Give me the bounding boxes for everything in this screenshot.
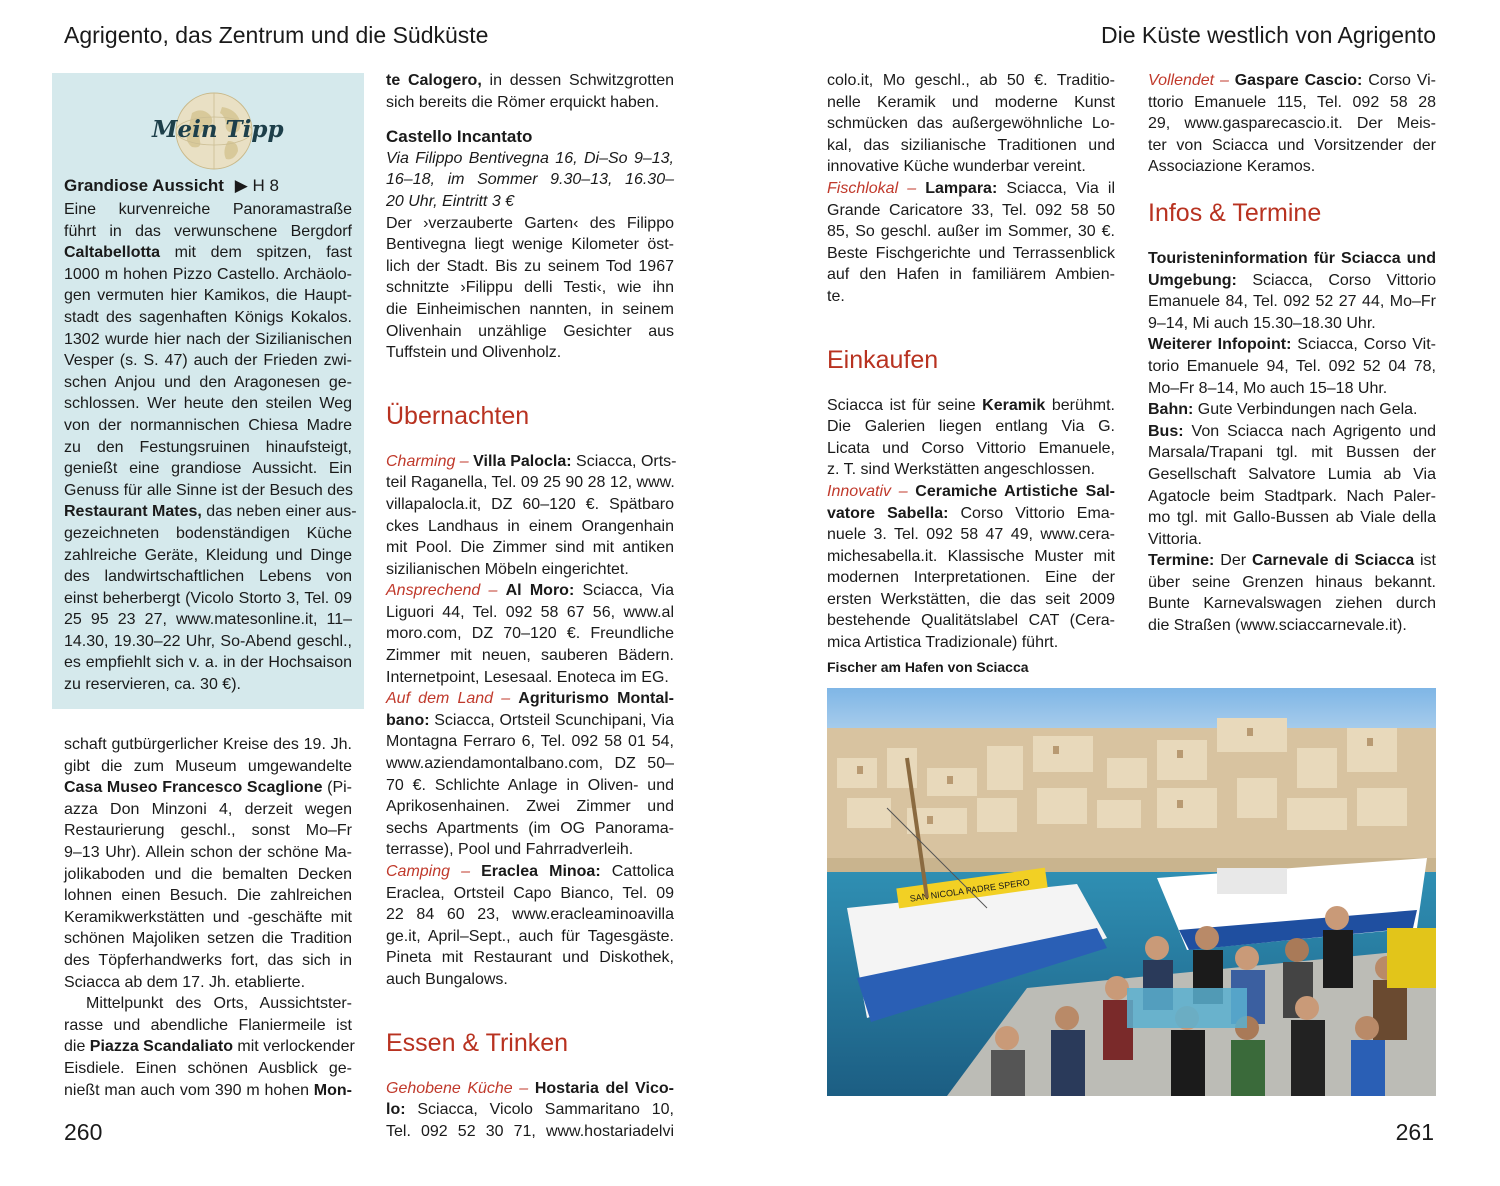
body-text-line: Mittelpunkt des Orts, Aussichtster- bbox=[86, 995, 352, 1013]
info-line: die Straßen (www.sciaccarnevale.it). bbox=[1148, 617, 1407, 635]
info-line bbox=[1148, 334, 1436, 356]
listing-line: terrasse), Pool und Fahrradverleih. bbox=[386, 841, 634, 859]
tip-text-line: einst beherbergt (Vicolo Storto 3, Tel. 09 bbox=[64, 589, 352, 607]
tip-text-line: schlossen. Wer heute den steilen Weg bbox=[64, 395, 352, 413]
sight-info-line: 16–18, im Sommer 9.30–13, 16.30– bbox=[386, 171, 674, 189]
body-text-line: schönen Majoliken setzen die Tradition bbox=[64, 930, 352, 948]
listing-line bbox=[386, 861, 674, 883]
body-text-line: Restaurierung geschl., sonst Mo–Fr bbox=[64, 822, 352, 840]
tip-text-line: zahlreiche Geräte, Kleidung und Dinge bbox=[64, 546, 352, 564]
column-3 bbox=[827, 70, 1115, 654]
tip-text-line: zu den Festungsruinen hinaufsteigt, bbox=[64, 438, 352, 456]
bold-term: Keramik bbox=[982, 396, 1046, 414]
text-segment: Sciacca ist für seine bbox=[827, 396, 983, 414]
body-text-line: lohnen einen Besuch. Die zahlreichen bbox=[64, 887, 352, 905]
body-text-line bbox=[386, 70, 674, 92]
listing-line: villapalocla.it, DZ 60–120 €. Spätbaro bbox=[386, 495, 674, 513]
tip-text-line: stadt des sagenhaften Königs Kokalos. bbox=[64, 308, 352, 326]
text-segment: mit dem spitzen, fast bbox=[160, 244, 352, 262]
tip-box bbox=[52, 73, 364, 709]
section-heading-infos-termine: Infos & Termine bbox=[1148, 198, 1322, 227]
bold-term: Mon- bbox=[313, 1081, 352, 1099]
listing-line bbox=[386, 451, 677, 473]
listing-line: Tel. 092 52 30 71, www.hostariadelvi bbox=[386, 1122, 674, 1140]
text-segment: ist bbox=[1414, 552, 1436, 570]
info-line: Marsala/Trapani tgl. mit Bussen der bbox=[1148, 444, 1436, 462]
tip-text-line: führt in das verwunschene Bergdorf bbox=[64, 222, 352, 240]
tip-text-line: 25 95 23 27, www.matesonline.it, 11– bbox=[64, 611, 352, 629]
bold-term: Casa Museo Francesco Scaglione bbox=[64, 779, 323, 797]
body-text-line: lich der Stadt. Bis zu seinem Tod 1967 bbox=[386, 257, 674, 275]
listing-line: Die Galerien liegen entlang Via G. bbox=[827, 418, 1115, 436]
bold-term: Piazza Scandaliato bbox=[89, 1038, 233, 1056]
category-label: Gehobene Küche – bbox=[386, 1079, 535, 1097]
info-line: Gesellschaft Salvatore Lumia ab Via bbox=[1148, 465, 1436, 483]
listing-line: 85, So geschl. außer im Sommer, 30 €. bbox=[827, 223, 1115, 241]
spacer bbox=[386, 991, 674, 1021]
listing-line: Grande Caricatore 33, Tel. 092 58 50 bbox=[827, 201, 1115, 219]
listing-line: Licata und Corso Vittorio Emanuele, bbox=[827, 439, 1115, 457]
bold-term: Carnevale di Sciacca bbox=[1251, 552, 1415, 570]
listing-line: Pineta mit Restaurant und Diskothek, bbox=[386, 949, 674, 967]
category-label: Innovativ – bbox=[827, 482, 916, 500]
tip-text-line: Eine kurvenreiche Panoramastraße bbox=[64, 201, 352, 218]
spacer bbox=[1148, 235, 1436, 248]
text-segment: Gute Verbindungen nach Gela. bbox=[1193, 401, 1418, 419]
bold-term: te Calogero, bbox=[386, 72, 482, 89]
mein-tipp-label: Mein Tipp bbox=[152, 116, 284, 143]
body-text-line: Keramikwerkstätten und -geschäfte mit bbox=[64, 908, 352, 926]
tip-text-line: Genuss für alle Sinne ist der Besuch des bbox=[64, 481, 354, 499]
tip-text-line: zu reservieren, ca. 30 €). bbox=[64, 676, 241, 694]
bold-term: Weiterer Infopoint: bbox=[1148, 336, 1292, 354]
body-text-line: Sciacca ab dem 17. Jh. etablierte. bbox=[64, 973, 306, 991]
listing-line: nuele 3. Tel. 092 58 47 49, www.cera- bbox=[827, 526, 1115, 544]
venue-name: Gaspare Cascio: bbox=[1234, 72, 1363, 89]
bold-term: Termine: bbox=[1148, 552, 1215, 570]
body-text-line: Der ›verzauberte Garten‹ des Filippo bbox=[386, 214, 674, 232]
listing-line: Montagna Ferraro 6, Tel. 092 58 01 54, bbox=[386, 733, 674, 751]
listing-line: 29, www.gasparecascio.it. Der Meis- bbox=[1148, 115, 1436, 133]
sight-info-line: 20 Uhr, Eintritt 3 € bbox=[386, 192, 515, 210]
listing-line: auf den Hafen in familiärem Ambien- bbox=[827, 266, 1115, 284]
text-segment: Cattolica bbox=[600, 863, 674, 880]
tip-text-line bbox=[64, 501, 357, 523]
category-label: Ansprechend – bbox=[386, 582, 506, 600]
bold-term: vatore Sabella: bbox=[827, 504, 949, 522]
tip-text-line: Vesper (s. S. 47) auch der Frieden zwi- bbox=[64, 352, 352, 370]
bold-term: bano: bbox=[386, 711, 430, 729]
spacer bbox=[1148, 178, 1436, 191]
section-heading-essen-trinken: Essen & Trinken bbox=[386, 1028, 569, 1057]
listing-line: 22 84 60 23, www.eracleaminoavilla bbox=[386, 906, 674, 924]
running-head-left: Agrigento, das Zentrum und die Südküste bbox=[64, 22, 489, 48]
page-number-right: 261 bbox=[1395, 1119, 1434, 1145]
info-line bbox=[1148, 248, 1436, 270]
page-number-left: 260 bbox=[64, 1119, 103, 1145]
listing-line bbox=[827, 503, 1115, 525]
venue-name: Hostaria del Vico- bbox=[534, 1079, 675, 1097]
category-label: Fischlokal – bbox=[827, 179, 926, 197]
listing-line: ckes Landhaus in einem Orangenhain bbox=[386, 517, 674, 535]
tip-text-line: des landwirtschaftlichen Lebens von bbox=[64, 568, 352, 586]
listing-line: bestehende Qualitätslabel CAT (Cera- bbox=[827, 612, 1115, 630]
category-label: Camping – bbox=[386, 863, 482, 880]
listing-line: mica Artistica Tradizionale) führt. bbox=[827, 634, 1059, 652]
venue-name: Agriturismo Montal- bbox=[518, 690, 674, 708]
listing-line: ersten Werkstätten, die das seit 2009 bbox=[827, 590, 1115, 608]
info-line: 9–14, Mi auch 15.30–18.30 Uhr. bbox=[1148, 314, 1376, 332]
text-segment: Sciacca, Corso Vit- bbox=[1291, 336, 1436, 354]
tip-text-line: 1000 m hohen Pizzo Castello. Archäolo- bbox=[64, 265, 352, 283]
tip-text-line: gezeichneten bodenständigen Küche bbox=[64, 524, 352, 542]
body-text-line: schaft gutbürgerlicher Kreise des 19. Jh. bbox=[64, 736, 352, 753]
tip-text-line: es empfiehlt sich v. a. in der Hochsaison bbox=[64, 654, 352, 672]
listing-line bbox=[827, 481, 1115, 503]
listing-line: www.aziendamontalbano.com, DZ 50– bbox=[386, 755, 674, 773]
listing-line: 70 €. Schlichte Anlage in Oliven- und bbox=[386, 776, 674, 794]
venue-name: Villa Palocla: bbox=[473, 452, 572, 470]
info-line bbox=[1148, 399, 1436, 421]
text-segment: Der bbox=[1214, 552, 1252, 570]
body-text-line: jolikaboden und die bemalten Decken bbox=[64, 865, 352, 883]
info-line: Emanuele 84, Tel. 092 52 27 44, Mo–Fr bbox=[1148, 293, 1436, 311]
map-reference: ▶ H 8 bbox=[234, 176, 279, 195]
sight-info-line: Via Filippo Bentivegna 16, Di–So 9–13, bbox=[386, 149, 674, 167]
info-line: Mo–Fr 8–14, Mo auch 15–18 Uhr. bbox=[1148, 379, 1388, 397]
tip-text-line: 14.30, 19.30–22 Uhr, So-Abend geschl., bbox=[64, 632, 352, 650]
bold-term: Umgebung: bbox=[1148, 271, 1237, 289]
tip-text-line: von der normannischen Chiesa Madre bbox=[64, 416, 352, 434]
running-head-right: Die Küste westlich von Agrigento bbox=[1101, 22, 1436, 48]
venue-name: Lampara: bbox=[925, 179, 998, 197]
tip-title: Grandiose Aussicht bbox=[64, 176, 224, 195]
tip-text-line: schen Anjou und den Aragonesen ge- bbox=[64, 373, 352, 391]
category-label: Auf dem Land – bbox=[386, 690, 519, 708]
listing-line: te. bbox=[827, 287, 845, 305]
body-text-line bbox=[64, 1080, 352, 1102]
listing-line: ter von Sciacca und Vorsitzender der bbox=[1148, 136, 1436, 154]
body-text-line bbox=[64, 777, 352, 799]
spacer bbox=[827, 308, 1115, 338]
listing-line: sechs Apartments (im OG Panorama- bbox=[386, 819, 674, 837]
text-segment: nießt man auch vom 390 m hohen bbox=[64, 1081, 314, 1099]
category-label: Vollendet – bbox=[1148, 72, 1235, 89]
photo-caption: Fischer am Hafen von Sciacca bbox=[827, 659, 1029, 675]
body-text-line: Tuffstein und Olivenholz. bbox=[386, 344, 562, 362]
text-segment: (Pi- bbox=[322, 779, 353, 797]
text-segment: Corso Vi- bbox=[1362, 72, 1436, 89]
bold-term: Caltabellotta bbox=[64, 244, 161, 262]
text-segment: mit verlockender bbox=[232, 1038, 355, 1056]
listing-line: colo.it, Mo geschl., ab 50 €. Traditio- bbox=[827, 72, 1115, 89]
bold-term: lo: bbox=[386, 1101, 406, 1119]
harbor-photo bbox=[827, 688, 1436, 1096]
body-text-line: azza Don Minzoni 4, derzeit wegen bbox=[64, 800, 352, 818]
category-label: Charming – bbox=[386, 452, 474, 470]
info-line: torio Emanuele 94, Tel. 092 52 04 78, bbox=[1148, 357, 1436, 375]
listing-line: ge.it, April–Sept., auch für Tagesgäste. bbox=[386, 927, 674, 945]
listing-line bbox=[386, 688, 674, 710]
body-text-line: schnitzte ›Filippu delli Testi‹, wie ihn bbox=[386, 279, 674, 297]
info-line: über seine Grenzen hinaus bekannt. bbox=[1148, 573, 1436, 591]
body-text-line: des Töpferhandwerks fort, das sich in bbox=[64, 951, 352, 969]
body-text-line: die Einheimischen nannten, in seinem bbox=[386, 300, 674, 318]
listing-line: nelle Keramik und moderne Kunst bbox=[827, 93, 1115, 111]
spacer bbox=[386, 438, 674, 451]
listing-line: teil Raganella, Tel. 09 25 90 28 12, www. bbox=[386, 474, 675, 492]
listing-line bbox=[1148, 70, 1436, 92]
body-text-line: 9–13 Uhr). Allein schon der schöne Ma- bbox=[64, 843, 352, 861]
info-line bbox=[1148, 270, 1436, 292]
tip-text-line: 1302 wurde hier nach der Sizilianischen bbox=[64, 330, 352, 348]
tip-text bbox=[64, 173, 357, 696]
text-segment: Von Sciacca nach Agrigento und bbox=[1183, 422, 1436, 440]
column-4 bbox=[1148, 70, 1436, 637]
listing-line: Aprikosenhainen. Zwei Zimmer und bbox=[386, 798, 674, 816]
listing-line: z. T. sind Werkstätten angeschlossen. bbox=[827, 461, 1095, 479]
listing-line: auch Bungalows. bbox=[386, 970, 508, 988]
listing-line bbox=[386, 1078, 674, 1100]
spacer bbox=[386, 364, 674, 394]
text-segment: Sciacca, Orts- bbox=[571, 452, 677, 470]
spacer bbox=[386, 1065, 674, 1078]
body-text-line: Bentivegna liegt wenige Kilometer öst- bbox=[386, 236, 674, 254]
tip-text-line bbox=[64, 242, 352, 264]
listing-line: ttorio Emanuele 115, Tel. 092 58 28 bbox=[1148, 93, 1436, 111]
text-segment: Sciacca, Vicolo Sammaritano 10, bbox=[405, 1101, 674, 1119]
listing-line bbox=[386, 1099, 674, 1121]
listing-line: moro.com, DZ 70–120 €. Freundliche bbox=[386, 625, 674, 643]
spacer bbox=[827, 382, 1115, 395]
boat-name: SAN NICOLA PADRE SPERO bbox=[909, 876, 1031, 904]
sight-title: Castello Incantato bbox=[386, 127, 533, 147]
listing-line bbox=[827, 178, 1115, 200]
listing-line: sizilianischen Möbeln eingerichtet. bbox=[386, 560, 629, 578]
listing-line bbox=[386, 580, 674, 602]
bold-term: Touristeninformation für Sciacca und bbox=[1148, 249, 1436, 267]
venue-name: Eraclea Minoa: bbox=[481, 863, 601, 880]
text-segment: Corso Vittorio Ema- bbox=[948, 504, 1116, 522]
column-2 bbox=[386, 70, 677, 1142]
text-segment: Sciacca, Ortsteil Scunchipani, Via bbox=[429, 711, 674, 729]
text-segment: berühmt. bbox=[1045, 396, 1115, 414]
text-segment: das neben einer aus- bbox=[201, 503, 357, 521]
listing-line: Eraclea, Ortsteil Capo Bianco, Tel. 09 bbox=[386, 884, 674, 902]
body-text-line: Olivenhain unzählige Gesichter aus bbox=[386, 322, 674, 340]
listing-line bbox=[386, 710, 674, 732]
text-segment: Sciacca, Via il bbox=[997, 179, 1116, 197]
venue-name: Al Moro: bbox=[505, 582, 575, 600]
body-text-line: gibt die zum Museum umgewandelte bbox=[64, 757, 352, 775]
body-text-line: rasse und abendliche Flaniermeile ist bbox=[64, 1016, 352, 1034]
listing-line: schmücken das außergewöhnliche Lo- bbox=[827, 115, 1115, 133]
section-heading-uebernachten: Übernachten bbox=[386, 401, 530, 430]
listing-line: Beste Fischgerichte und Terrassenblick bbox=[827, 244, 1115, 262]
listing-line: Liguori 44, Tel. 092 58 67 56, www.al bbox=[386, 603, 674, 621]
listing-line: modernen Interpretationen. Eine der bbox=[827, 569, 1115, 587]
info-line: Agatocle beim Stadtpark. Nach Paler- bbox=[1148, 487, 1436, 505]
listing-line: innovative Küche wunderbar vereint. bbox=[827, 158, 1086, 176]
text-segment: die bbox=[64, 1038, 90, 1056]
info-line: Bunte Karnevalswagen ziehen durch bbox=[1148, 595, 1436, 613]
column-1 bbox=[64, 734, 355, 1101]
mein-tipp-logo bbox=[152, 89, 284, 173]
bold-term: Bahn: bbox=[1148, 401, 1194, 419]
text-segment: Sciacca, Corso Vittorio bbox=[1236, 271, 1436, 289]
body-text-line: sich bereits die Römer erquickt haben. bbox=[386, 93, 660, 111]
listing-line: Zimmer mit neuen, sauberen Bädern. bbox=[386, 647, 674, 665]
bold-term: Restaurant Mates, bbox=[64, 503, 202, 521]
listing-line: Associazione Keramos. bbox=[1148, 158, 1316, 176]
bold-term: Bus: bbox=[1148, 422, 1184, 440]
text-segment: Sciacca, Via bbox=[574, 582, 675, 600]
venue-name: Ceramiche Artistiche Sal- bbox=[915, 482, 1115, 500]
body-text-line: Eisdiele. Einen schönen Ausblick ge- bbox=[64, 1059, 352, 1077]
listing-line: michesabella.it. Klassische Muster mit bbox=[827, 547, 1115, 565]
listing-line bbox=[827, 395, 1115, 417]
spacer bbox=[386, 113, 674, 126]
info-line bbox=[1148, 421, 1436, 443]
tip-text-line: genießt eine grandiose Aussicht. Ein bbox=[64, 460, 352, 478]
section-heading-einkaufen: Einkaufen bbox=[827, 345, 939, 374]
tip-text-line: gen vermuten hier Kamikos, die Haupt- bbox=[64, 287, 352, 305]
tip-title-line bbox=[64, 173, 352, 199]
listing-line: Internetpoint, Lesesaal. Enoteca im EG. bbox=[386, 668, 669, 686]
info-line: Vittoria. bbox=[1148, 530, 1202, 548]
body-text-line bbox=[64, 1036, 355, 1058]
text-segment: in dessen Schwitzgrotten bbox=[481, 72, 674, 89]
info-line: mo tgl. mit Gallo-Bussen ab Viale della bbox=[1148, 509, 1436, 527]
info-line bbox=[1148, 550, 1436, 572]
listing-line: mit Pool. Die Zimmer sind mit antiken bbox=[386, 539, 674, 557]
listing-line: kal, das sizilianische Traditionen und bbox=[827, 136, 1115, 154]
